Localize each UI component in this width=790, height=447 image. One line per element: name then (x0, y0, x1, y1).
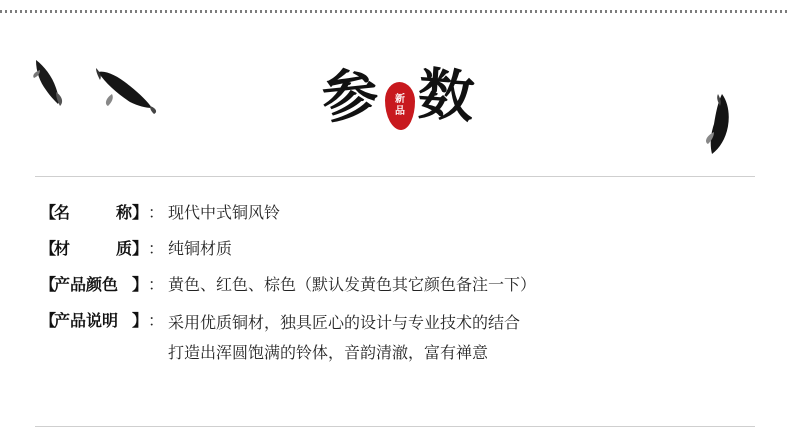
spec-list (40, 200, 760, 368)
header-banner (0, 40, 790, 170)
title-char-shu: 数 (415, 61, 477, 131)
spec-label: 【 名 称 】 (40, 203, 149, 222)
koi-fish-icon (30, 56, 66, 108)
spec-row-description: 【 产品说明 】 ： 采用优质铜材，独具匠心的设计与专业技术的结合 打造出浑圆饱满的铃体，音韵清澈，富有禅意 (40, 308, 760, 368)
koi-fish-icon (92, 66, 160, 114)
seal-char: 品 (395, 106, 405, 117)
spec-label: 【 产品颜色 】 (40, 275, 149, 294)
page-title (318, 60, 488, 150)
spec-value: 纯铜材质 (168, 239, 233, 258)
spec-row-material: 【 材 质 】 ： 纯铜材质 (40, 236, 760, 272)
divider-top (35, 176, 755, 177)
top-dashed-border (0, 10, 790, 13)
seal-char: 新 (395, 94, 405, 105)
koi-fish-icon (700, 92, 740, 158)
new-product-seal (385, 82, 415, 130)
title-char-can: 参 (318, 60, 382, 132)
spec-row-name: 【 名 称 】 ： 现代中式铜风铃 (40, 200, 760, 236)
spec-value: 采用优质铜材，独具匠心的设计与专业技术的结合 打造出浑圆饱满的铃体，音韵清澈，富有禅意 (168, 313, 521, 362)
spec-label: 【 产品说明 】 (40, 311, 149, 330)
spec-label: 【 材 质 】 (40, 239, 149, 258)
spec-value: 现代中式铜风铃 (168, 203, 281, 222)
spec-row-color: 【 产品颜色 】 ： 黄色、红色、棕色（默认发黄色其它颜色备注一下） (40, 272, 760, 308)
spec-value: 黄色、红色、棕色（默认发黄色其它颜色备注一下） (168, 275, 537, 294)
divider-bottom (35, 426, 755, 427)
